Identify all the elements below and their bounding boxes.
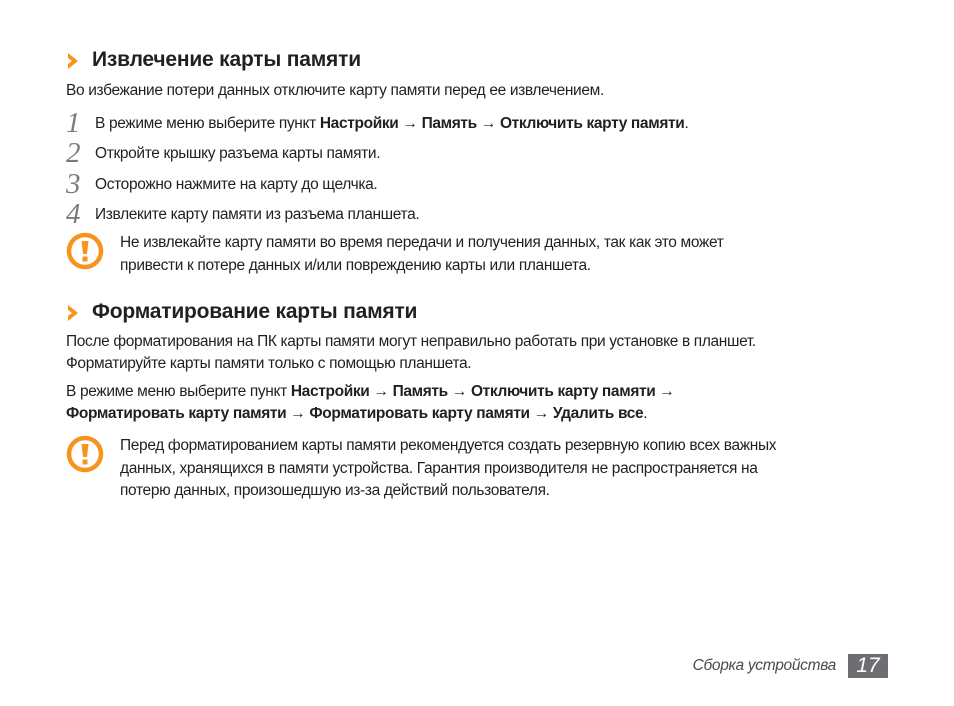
menu-path-unmount: Отключить карту памяти: [499, 115, 685, 132]
section-title-format-card: [66, 300, 417, 324]
section-intro: Во избежание потери данных отключите карту памяти перед ее извлечением.: [66, 82, 604, 99]
step-text: В режиме меню выберите пункт Настройки → Память → Отключить карту памяти.: [95, 115, 689, 132]
warning-icon: [66, 232, 104, 270]
section-title-text: Извлечение карты памяти: [92, 48, 361, 71]
step-text: Осторожно нажмите на карту до щелчка.: [95, 176, 378, 193]
menu-path-settings: Настройки: [319, 115, 399, 132]
section-intro: После форматирования на ПК карты памяти могут неправильно работать при установке в планшет. Форматируйте карты памяти только с помощью планшета.: [66, 333, 756, 372]
step-number: 4: [66, 198, 81, 230]
menu-path-memory: Память: [392, 383, 448, 400]
menu-path-memory: Память: [421, 115, 477, 132]
warning-text: Перед форматированием карты памяти рекомендуется создать резервную копию всех важных данных, хранящихся в памяти устройства. Гарантия производителя не распространяется на потерю данных, произошедшую из-за действий пользователя.: [120, 437, 777, 499]
step-number: 1: [66, 107, 81, 139]
step-text: Откройте крышку разъема карты памяти.: [95, 145, 381, 162]
step-number: 2: [66, 137, 81, 169]
warning-text: Не извлекайте карту памяти во время передачи и получения данных, так как это может привести к потере данных и/или повреждению карты или планшета.: [120, 234, 724, 274]
section-title-remove-card: [66, 48, 361, 72]
menu-path-unmount: Отключить карту памяти: [470, 383, 656, 400]
section-title-text: Форматирование карты памяти: [92, 300, 418, 323]
menu-path-paragraph: В режиме меню выберите пункт Настройки → Память → Отключить карту памяти → Форматировать карту памяти → Форматировать карту памяти → Удалить все.: [66, 383, 675, 422]
menu-path-format: Форматировать карту памяти: [66, 405, 287, 422]
menu-path-settings: Настройки: [290, 383, 370, 400]
menu-path-delete-all: Удалить все: [552, 405, 644, 422]
warning-note: [66, 232, 723, 277]
step-text: Извлеките карту памяти из разъема планшета.: [95, 206, 420, 223]
chevron-right-icon: [66, 52, 80, 70]
warning-note: [66, 435, 776, 503]
page-number: 17: [848, 654, 888, 678]
step-number: 3: [66, 168, 81, 200]
chapter-label: Сборка устройства: [692, 657, 836, 674]
warning-icon: [66, 435, 104, 473]
page-footer: [693, 654, 888, 678]
chevron-right-icon: [66, 304, 80, 322]
menu-path-format-confirm: Форматировать карту памяти: [309, 405, 530, 422]
